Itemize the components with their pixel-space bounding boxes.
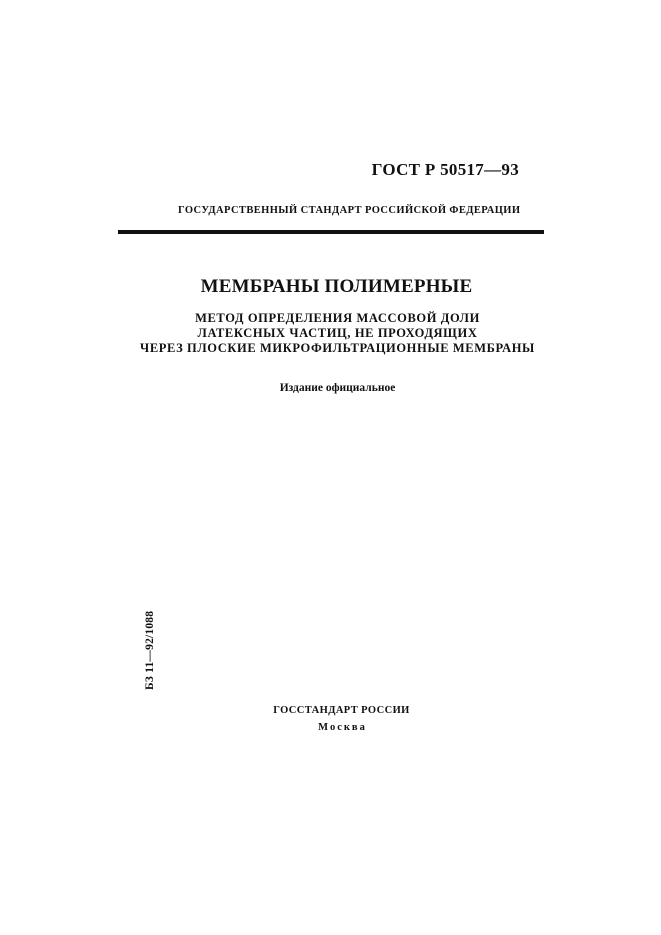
publisher-city: Москва <box>318 722 367 733</box>
publisher-name: ГОССТАНДАРТ РОССИИ <box>273 705 410 716</box>
state-standard-heading: ГОСУДАРСТВЕННЫЙ СТАНДАРТ РОССИЙСКОЙ ФЕДЕРАЦИИ <box>178 205 521 216</box>
subtitle-line-1: МЕТОД ОПРЕДЕЛЕНИЯ МАССОВОЙ ДОЛИ <box>195 311 480 325</box>
side-registration-code: БЗ 11—92/1088 <box>144 610 156 690</box>
subtitle-line-3: ЧЕРЕЗ ПЛОСКИЕ МИКРОФИЛЬТРАЦИОННЫЕ МЕМБРАНЫ <box>140 341 535 355</box>
main-title: МЕМБРАНЫ ПОЛИМЕРНЫЕ <box>200 276 473 297</box>
document-code: ГОСТ Р 50517—93 <box>371 160 519 179</box>
header-divider <box>118 230 544 234</box>
edition-note: Издание официальное <box>279 382 396 394</box>
subtitle-line-2: ЛАТЕКСНЫХ ЧАСТИЦ, НЕ ПРОХОДЯЩИХ <box>197 326 478 340</box>
